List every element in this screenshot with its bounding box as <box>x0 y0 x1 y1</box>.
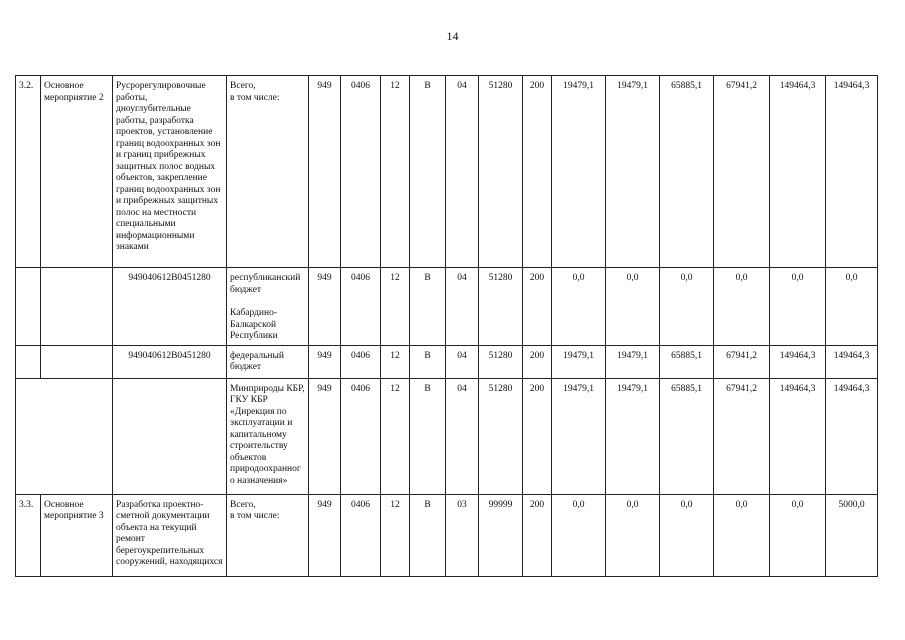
value-year-4: 67941,2 <box>714 76 770 268</box>
funding-source: Всего, в том числе: <box>227 494 309 576</box>
value-year-1: 0,0 <box>552 494 606 576</box>
event-code: 04 <box>446 76 479 268</box>
value-year-2: 19479,1 <box>606 76 660 268</box>
budget-table <box>15 75 878 577</box>
direction-code: 51280 <box>479 345 523 378</box>
value-year-5: 149464,3 <box>770 345 826 378</box>
event-name: Основное мероприятие 2 <box>41 76 113 268</box>
rzpr-code: 0406 <box>341 76 381 268</box>
subprogram-code: B <box>410 76 446 268</box>
value-year-4: 67941,2 <box>714 345 770 378</box>
value-year-1: 0,0 <box>552 268 606 346</box>
value-year-4: 0,0 <box>714 494 770 576</box>
row-number: 3.2. <box>16 76 41 268</box>
value-year-2: 19479,1 <box>606 345 660 378</box>
event-code: 03 <box>446 494 479 576</box>
event-code: 04 <box>446 378 479 494</box>
event-name <box>41 268 113 346</box>
row-number <box>16 345 41 378</box>
value-year-3: 0,0 <box>660 494 714 576</box>
subprogram-code: B <box>410 268 446 346</box>
value-year-3: 65885,1 <box>660 76 714 268</box>
value-year-4: 0,0 <box>714 268 770 346</box>
value-year-3: 65885,1 <box>660 378 714 494</box>
funding-source: федеральный бюджет <box>227 345 309 378</box>
expense-type-code: 200 <box>523 378 552 494</box>
rzpr-code: 0406 <box>341 494 381 576</box>
funding-source <box>227 268 309 346</box>
grbs-code: 949 <box>309 345 341 378</box>
row-number <box>16 268 41 346</box>
budget-classification-code: 949040612B0451280 <box>113 345 227 378</box>
event-description: Разработка проектно-сметной документации объекта на текущий ремонт берегоукрепительных сооружений, находящихся <box>113 494 227 576</box>
funding-source-line-1: республиканский бюджет <box>230 273 301 295</box>
direction-code: 51280 <box>479 268 523 346</box>
value-year-5: 0,0 <box>770 268 826 346</box>
event-description: Русрорегулировочные работы, дноуглубительные работы, разработка проектов, установление границ водоохранных зон и границ прибрежных защитных полос водных объектов, закрепление границ водоохранных зон и прибрежных защитных полос на местности специальными информационными знаками <box>113 76 227 268</box>
funding-source-line-2: Кабардино-Балкарской Республики <box>230 308 278 341</box>
expense-type-code: 200 <box>523 494 552 576</box>
value-year-6: 5000,0 <box>826 494 878 576</box>
value-year-6: 149464,3 <box>826 378 878 494</box>
event-code: 04 <box>446 345 479 378</box>
subprogram-code: B <box>410 345 446 378</box>
rzpr-code: 0406 <box>341 268 381 346</box>
event-description <box>113 378 227 494</box>
value-year-2: 0,0 <box>606 268 660 346</box>
direction-code: 51280 <box>479 378 523 494</box>
table-row <box>16 494 878 576</box>
value-year-1: 19479,1 <box>552 345 606 378</box>
direction-code: 51280 <box>479 76 523 268</box>
table-row <box>16 345 878 378</box>
row-number: 3.3. <box>16 494 41 576</box>
direction-code: 99999 <box>479 494 523 576</box>
event-name <box>41 345 113 378</box>
table-row <box>16 268 878 346</box>
value-year-6: 149464,3 <box>826 76 878 268</box>
event-name: Основное мероприятие 3 <box>41 494 113 576</box>
value-year-3: 0,0 <box>660 268 714 346</box>
value-year-5: 149464,3 <box>770 378 826 494</box>
program-code: 12 <box>381 345 410 378</box>
program-code: 12 <box>381 268 410 346</box>
grbs-code: 949 <box>309 268 341 346</box>
value-year-4: 67941,2 <box>714 378 770 494</box>
value-year-2: 19479,1 <box>606 378 660 494</box>
expense-type-code: 200 <box>523 345 552 378</box>
page-number: 14 <box>446 29 459 43</box>
value-year-3: 65885,1 <box>660 345 714 378</box>
rzpr-code: 0406 <box>341 378 381 494</box>
expense-type-code: 200 <box>523 76 552 268</box>
grbs-code: 949 <box>309 378 341 494</box>
empty-cell <box>16 378 113 494</box>
budget-classification-code: 949040612B0451280 <box>113 268 227 346</box>
grbs-code: 949 <box>309 494 341 576</box>
event-code: 04 <box>446 268 479 346</box>
subprogram-code: B <box>410 494 446 576</box>
subprogram-code: B <box>410 378 446 494</box>
executor: Минприроды КБР, ГКУ КБР «Дирекция по эксплуатации и капитальному строительству объектов природоохранного назначения» <box>227 378 309 494</box>
program-code: 12 <box>381 494 410 576</box>
program-code: 12 <box>381 378 410 494</box>
value-year-1: 19479,1 <box>552 378 606 494</box>
rzpr-code: 0406 <box>341 345 381 378</box>
value-year-1: 19479,1 <box>552 76 606 268</box>
value-year-5: 0,0 <box>770 494 826 576</box>
funding-source: Всего, в том числе: <box>227 76 309 268</box>
grbs-code: 949 <box>309 76 341 268</box>
value-year-6: 0,0 <box>826 268 878 346</box>
value-year-5: 149464,3 <box>770 76 826 268</box>
expense-type-code: 200 <box>523 268 552 346</box>
table-row <box>16 76 878 268</box>
value-year-6: 149464,3 <box>826 345 878 378</box>
program-code: 12 <box>381 76 410 268</box>
table-row <box>16 378 878 494</box>
value-year-2: 0,0 <box>606 494 660 576</box>
